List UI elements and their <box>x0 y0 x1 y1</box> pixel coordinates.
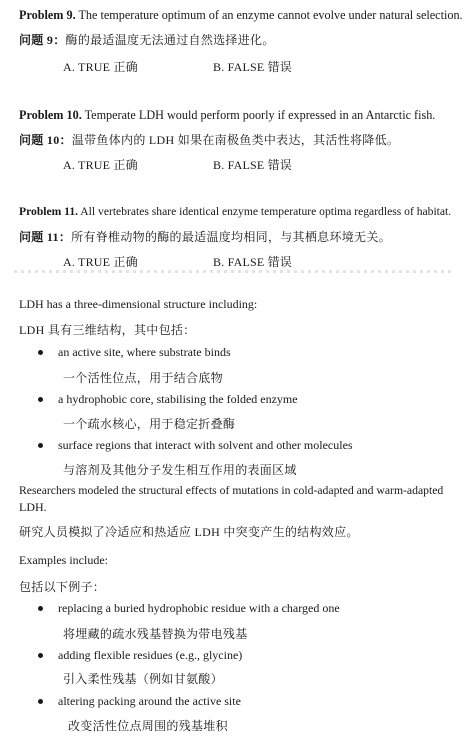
research-zh: 研究人员模拟了冷适应和热适应 LDH 中突变产生的结构效应。 <box>19 525 359 539</box>
problem-10-label: Problem 10. <box>19 108 82 122</box>
problem-10-option-a[interactable]: A. TRUE 正确 <box>63 158 138 172</box>
bullet-icon <box>38 350 43 355</box>
structure-intro-en: LDH has a three-dimensional structure including: <box>19 297 258 311</box>
example-item-2-en: adding flexible residues (e.g., glycine) <box>58 648 243 662</box>
example-item-1-en: replacing a buried hydrophobic residue with a charged one <box>58 601 340 615</box>
example-item-3-en: altering packing around the active site <box>58 694 241 708</box>
problem-11-option-a[interactable]: A. TRUE 正确 <box>63 255 138 269</box>
example-item-2-zh: 引入柔性残基（例如甘氨酸） <box>63 672 223 686</box>
problem-10-statement <box>19 108 435 123</box>
structure-item-3-en: surface regions that interact with solvent and other molecules <box>58 438 353 452</box>
problem-9-option-b[interactable]: B. FALSE 错误 <box>213 60 292 74</box>
research-en-line-2: LDH. <box>19 500 47 514</box>
problem-10-text: Temperate LDH would perform poorly if expressed in an Antarctic fish. <box>81 108 436 122</box>
bullet-icon <box>38 397 43 402</box>
example-item-1-zh: 将埋藏的疏水残基替换为带电残基 <box>63 627 248 641</box>
structure-item-1-zh: 一个活性位点，用于结合底物 <box>63 371 223 385</box>
bullet-icon <box>38 606 43 611</box>
structure-item-3-zh: 与溶剂及其他分子发生相互作用的表面区域 <box>63 463 297 477</box>
problem-10-zh <box>19 131 399 148</box>
problem-11-zh-label: 问题 11： <box>19 230 72 244</box>
structure-item-2-en: a hydrophobic core, stabilising the folded enzyme <box>58 392 298 406</box>
bullet-icon <box>38 443 43 448</box>
research-en-line-1: Researchers modeled the structural effects of mutations in cold-adapted and warm-adapted <box>19 484 444 497</box>
problem-11-text: All vertebrates share identical enzyme temperature optima regardless of habitat. <box>78 205 452 218</box>
problem-11-label: Problem 11. <box>19 205 79 218</box>
bullet-icon <box>38 653 43 658</box>
problem-9-option-a[interactable]: A. TRUE 正确 <box>63 60 138 74</box>
scan-separator <box>14 270 454 273</box>
examples-intro-zh: 包括以下例子： <box>19 580 106 594</box>
problem-11-statement <box>19 205 451 218</box>
problem-11-zh-text: 所有脊椎动物的酶的最适温度均相同，与其栖息环境无关。 <box>71 230 391 244</box>
problem-9-statement <box>19 8 463 23</box>
problem-9-label: Problem 9. <box>19 8 76 22</box>
example-item-3-zh: 改变活性位点周围的残基堆积 <box>68 719 228 733</box>
problem-9-zh-label: 问题 9： <box>19 33 66 47</box>
problem-11-zh <box>19 228 391 245</box>
examples-intro-en: Examples include: <box>19 553 108 567</box>
problem-10-zh-label: 问题 10： <box>19 133 72 147</box>
bullet-icon <box>38 699 43 704</box>
structure-item-2-zh: 一个疏水核心，用于稳定折叠酶 <box>63 417 236 431</box>
problem-9-text: The temperature optimum of an enzyme cannot evolve under natural selection. <box>75 8 463 22</box>
problem-10-zh-text: 温带鱼体内的 LDH 如果在南极鱼类中表达，其活性将降低。 <box>71 133 400 147</box>
problem-10-option-b[interactable]: B. FALSE 错误 <box>213 158 292 172</box>
structure-item-1-en: an active site, where substrate binds <box>58 345 231 359</box>
problem-11-option-b[interactable]: B. FALSE 错误 <box>213 255 292 269</box>
structure-intro-zh: LDH 具有三维结构，其中包括： <box>19 323 196 337</box>
problem-9-zh <box>19 31 275 48</box>
problem-9-zh-text: 酶的最适温度无法通过自然选择进化。 <box>65 33 275 47</box>
